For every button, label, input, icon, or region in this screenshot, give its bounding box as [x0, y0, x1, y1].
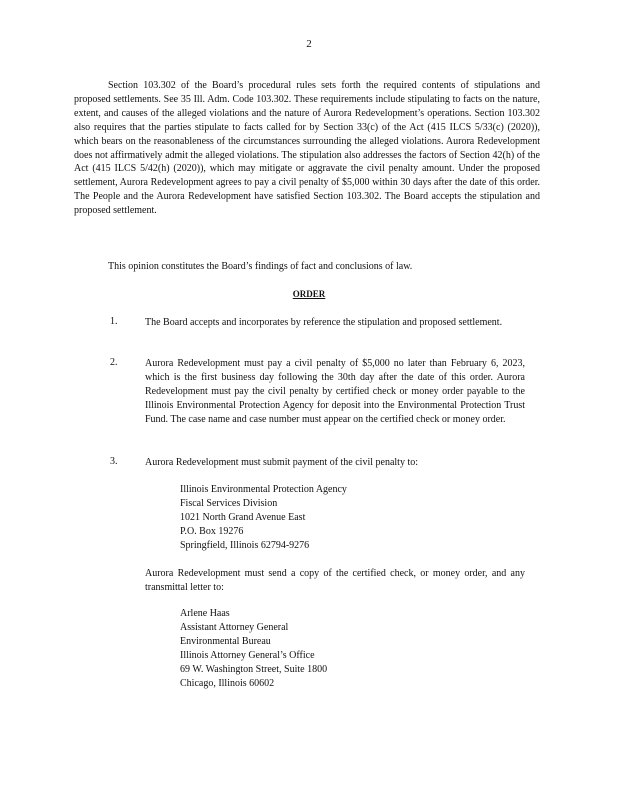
item-text: The Board accepts and incorporates by reference the stipulation and proposed settlement. [145, 317, 503, 328]
address-line: Illinois Environmental Protection Agency [180, 484, 347, 495]
order-heading [0, 289, 618, 299]
item-number: 3. [110, 456, 118, 467]
copy-instruction: Aurora Redevelopment must send a copy of the certified check, or money order, and any transmittal letter to: [145, 568, 525, 593]
order-heading-text: ORDER [292, 289, 326, 299]
payment-address-block [180, 483, 347, 553]
item-number: 1. [110, 316, 118, 327]
item-text: Aurora Redevelopment must submit payment of the civil penalty to: [145, 457, 418, 468]
opening-paragraph-text: Section 103.302 of the Board’s procedural rules sets forth the required contents of stipulations and proposed settlements. See 35 Ill. Adm. Code 103.302. These requirements include stipulating to facts on the nature, extent, and causes of the alleged violations and the nature of Aurora Redevelopment’s operations. Section 103.302 also requires that the parties stipulate to facts called for by Section 33(c) of the Act (415 ILCS 5/33(c) (2020)), which bears on the reasonableness of the circumstances surrounding the alleged violations. Aurora Redevelopment does not affirmatively admit the alleged violations. The stipulation also addresses the factors of Section 42(h) of the Act (415 ILCS 5/42(h) (2020)), which may mitigate or aggravate the civil penalty amount. Under the proposed settlement, Aurora Redevelopment agrees to pay a civil penalty of $5,000 within 30 days after the date of this order. The People and the Aurora Redevelopment have satisfied Section 103.302. The Board accepts the stipulation and proposed settlement. [74, 80, 540, 217]
address-line: 69 W. Washington Street, Suite 1800 [180, 663, 328, 675]
item-text: Aurora Redevelopment must pay a civil penalty of $5,000 no later than February 6, 2023, which is the first business day following the 30th day after the date of this order. Aurora Redevelopment must pay the civil penalty by certified check or money order payable to the Illinois Environmental Protection Agency for deposit into the Environmental Protection Trust Fund. The case name and case number must appear on the certified check or money order. [145, 358, 525, 425]
address-line: Springfield, Illinois 62794-9276 [180, 539, 310, 551]
address-line: 1021 North Grand Avenue East [180, 511, 306, 523]
opening-paragraph [74, 79, 540, 218]
page-number: 2 [306, 38, 312, 50]
copy-address-block [180, 607, 327, 690]
address-line: Fiscal Services Division [180, 497, 278, 509]
address-line: Environmental Bureau [180, 635, 271, 647]
address-line: Illinois Attorney General’s Office [180, 649, 315, 661]
findings-paragraph [108, 260, 548, 274]
address-line: Arlene Haas [180, 608, 230, 619]
findings-paragraph-text: This opinion constitutes the Board’s findings of fact and conclusions of law. [108, 261, 413, 272]
address-line: Assistant Attorney General [180, 621, 289, 633]
item-number: 2. [110, 357, 118, 368]
address-line: Chicago, Illinois 60602 [180, 677, 275, 689]
address-line: P.O. Box 19276 [180, 525, 244, 537]
